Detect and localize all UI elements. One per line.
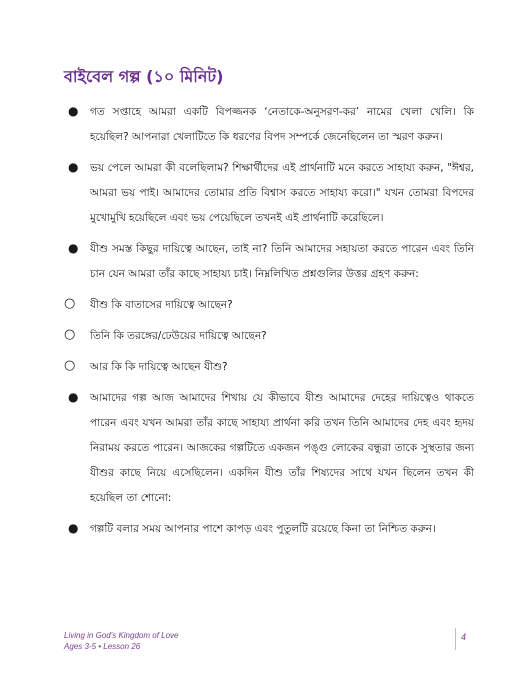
bullet-icon: ● xyxy=(68,521,79,535)
circle-bullet-icon: ○ xyxy=(64,358,76,373)
list-item-text: ভয় পেলে আমরা কী বলেছিলাম? শিক্ষার্থীদের এই প্রার্থনাটি মনে করতে সাহায্য করুন, "ঈশ্বর, আমরা ভয় পাই। আমাদের তোমার প্রতি বিশ্বাস করতে সাহায্য করো।" যখন তোমরা বিপদের মুখোমুখি হয়েছিলে এবং ভয় পেয়েছিলে তখনই এই প্রার্থনাটি করেছিলে। xyxy=(90,162,474,224)
bullet-icon: ● xyxy=(68,104,79,118)
bullet-icon: ● xyxy=(68,241,79,255)
page-number: 4 xyxy=(461,632,467,642)
sub-list-item xyxy=(64,293,474,318)
footer-title: Living in God's Kingdom of Love xyxy=(64,631,179,640)
sub-list-item xyxy=(64,355,474,380)
list-item-text: আমাদের গল্প আজ আমাদের শিখায় যে কীভাবে যীশু আমাদের দেহের দায়িত্বেও থাকতে পারেন এবং যখন আমরা তাঁর কাছে সাহায্য প্রার্থনা করি তখন তিনি আমাদের দেহ এবং হৃদয় নিরাময় করতে পারেন। আজকের গল্পটিতে একজন পঙ্গু লোকের বন্ধুরা তাকে সুস্থতার জন্য যীশুর কাছে নিয়ে এসেছিলেন। একদিন যীশু তাঁর শিষ্যদের সাথে যখন ছিলেন তখন কী হয়েছিল তা শোনো: xyxy=(90,392,474,504)
bullet-icon: ● xyxy=(68,160,79,174)
page-footer xyxy=(64,630,178,652)
lesson-list xyxy=(64,100,474,548)
list-item xyxy=(64,386,474,511)
list-item-text: তিনি কি তরঙ্গের/ঢেউয়ের দায়িত্বে আছেন? xyxy=(90,330,267,342)
footer-divider xyxy=(455,628,456,650)
sub-list-item xyxy=(64,324,474,349)
list-item-text: গল্পটি বলার সময় আপনার পাশে কাপড় এবং পুতুলটি রয়েছে কিনা তা নিশ্চিত করুন। xyxy=(90,523,436,535)
list-item-text: যীশু সমস্ত কিছুর দায়িত্বে আছেন, তাই না? তিনি আমাদের সহায়তা করতে পারেন এবং তিনি চান যেন আমরা তাঁর কাছে সাহায্য চাই। নিম্নলিখিত প্রশ্নগুলির উত্তর গ্রহণ করুন: xyxy=(90,243,474,280)
bullet-icon: ● xyxy=(68,390,79,404)
list-item-text: গত সপ্তাহে আমরা একটি বিপজ্জনক ‘নেতাকে-অনুসরণ-কর’ নামের খেলা খেলি। কি হয়েছিল? আপনারা খেলাটিতে কি ধরণের বিপদ সম্পর্কে জেনেছিলেন তা স্মরণ করুন। xyxy=(90,106,474,143)
list-item xyxy=(64,517,474,542)
footer-lesson-info: Ages 3-5 • Lesson 26 xyxy=(64,642,141,651)
list-item xyxy=(64,156,474,231)
list-item xyxy=(64,237,474,287)
section-heading: বাইবেল গল্প (১০ মিনিট) xyxy=(64,67,224,86)
list-item-text: যীশু কি বাতাসের দায়িত্বে আছেন? xyxy=(90,299,233,311)
list-item-text: আর কি কি দায়িত্বে আছেন যীশু? xyxy=(90,361,228,373)
list-item xyxy=(64,100,474,150)
circle-bullet-icon: ○ xyxy=(64,327,76,342)
circle-bullet-icon: ○ xyxy=(64,296,76,311)
